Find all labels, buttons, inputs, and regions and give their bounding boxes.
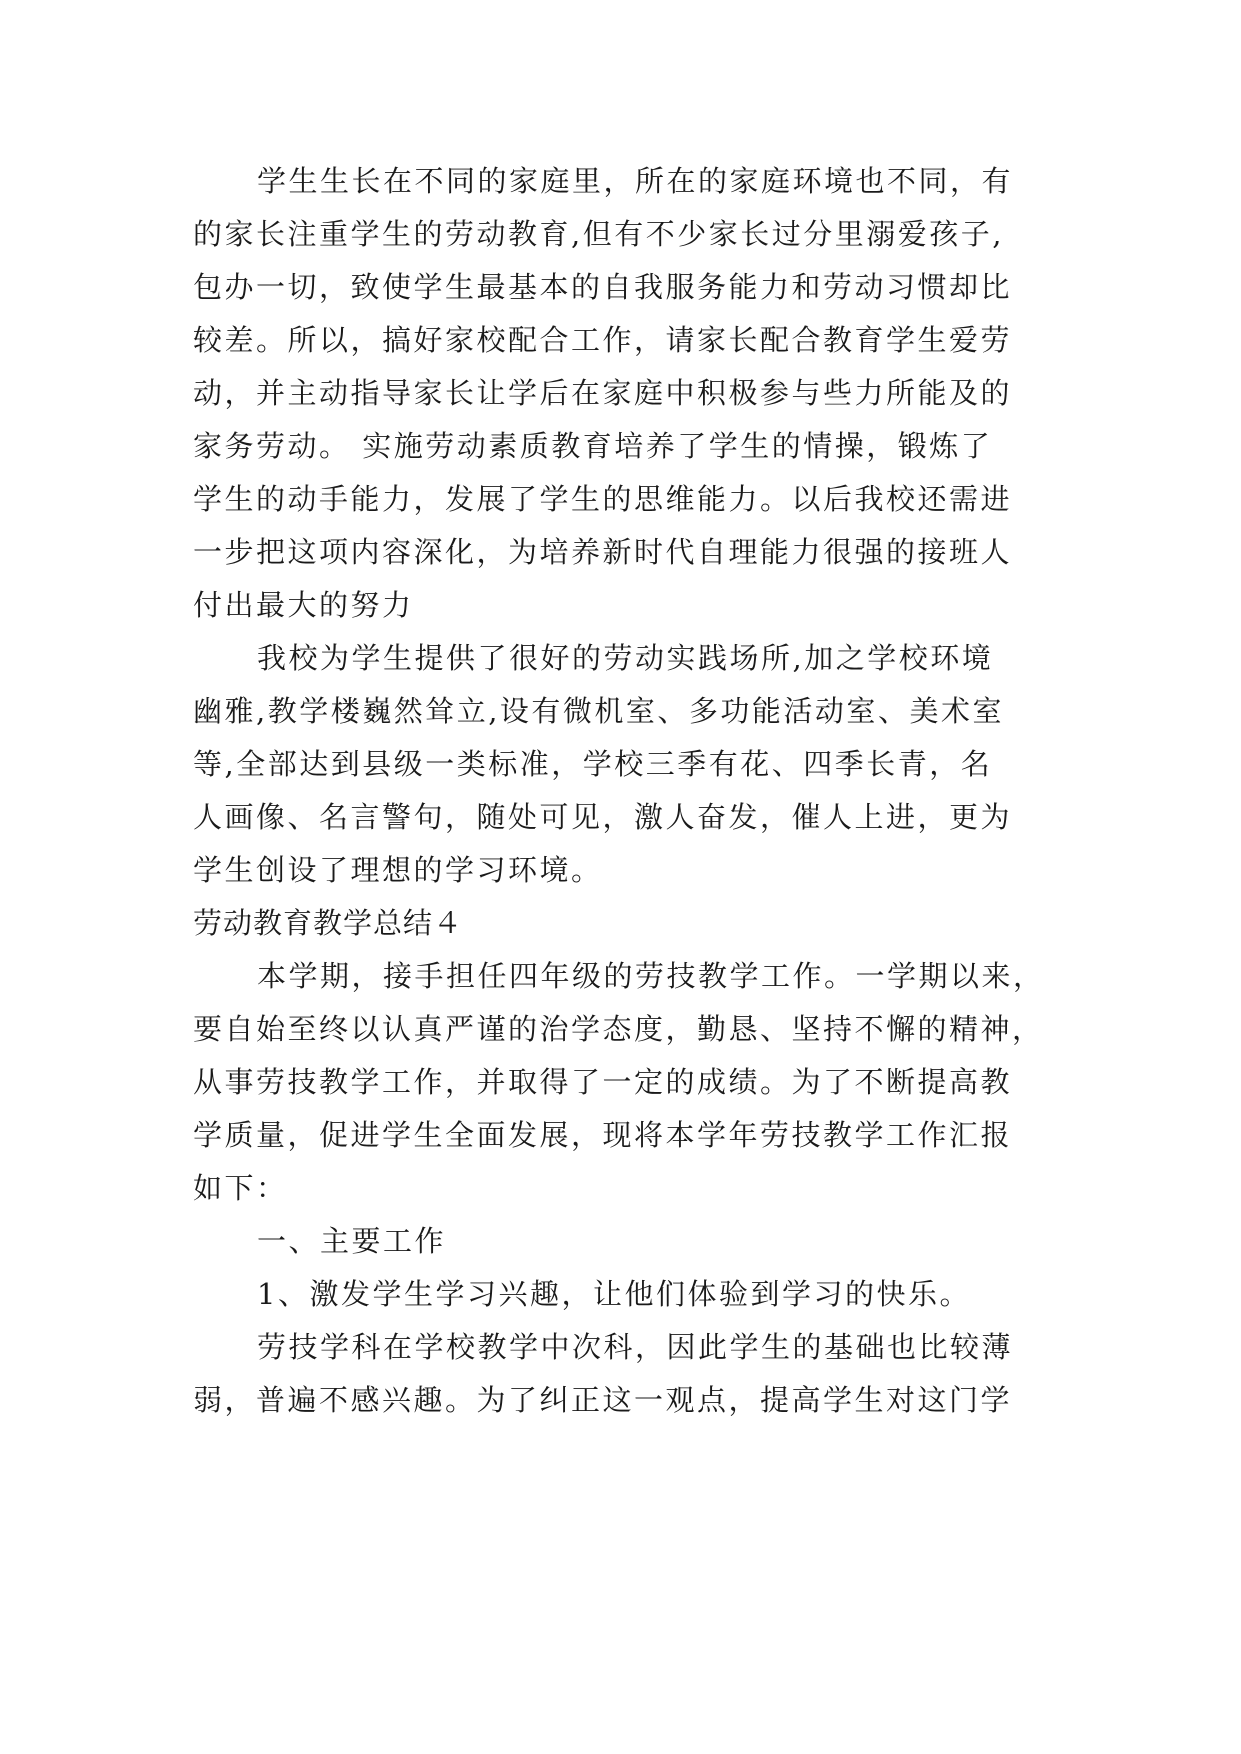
paragraph-line: 要自始至终以认真严谨的治学态度，勤恳、坚持不懈的精神， xyxy=(193,1012,1044,1046)
subheading: 1、激发学生学习兴趣，让他们体验到学习的快乐。 xyxy=(257,1277,971,1311)
paragraph-line: 本学期，接手担任四年级的劳技教学工作。一学期以来， xyxy=(257,959,1045,993)
paragraph-line: 等,全部达到县级一类标准，学校三季有花、四季长青，名 xyxy=(193,747,993,781)
paragraph-line: 学质量，促进学生全面发展，现将本学年劳技教学工作汇报 xyxy=(193,1118,1013,1152)
paragraph-line: 家务劳动。 实施劳动素质教育培养了学生的情操，锻炼了 xyxy=(193,429,993,463)
paragraph-line: 较差。所以，搞好家校配合工作，请家长配合教育学生爱劳 xyxy=(193,323,1013,357)
paragraph-line: 付出最大的努力 xyxy=(193,588,414,622)
paragraph-line: 劳技学科在学校教学中次科，因此学生的基础也比较薄 xyxy=(257,1330,1014,1364)
paragraph-line: 幽雅,教学楼巍然耸立,设有微机室、多功能活动室、美术室 xyxy=(193,694,1004,728)
paragraph-line: 的家长注重学生的劳动教育,但有不少家长过分里溺爱孩子, xyxy=(193,217,1004,251)
subheading: 一、主要工作 xyxy=(257,1224,447,1258)
paragraph-line: 我校为学生提供了很好的劳动实践场所,加之学校环境 xyxy=(257,641,994,675)
paragraph-line: 人画像、名言警句，随处可见，激人奋发，催人上进，更为 xyxy=(193,800,1013,834)
paragraph-line: 学生生长在不同的家庭里，所在的家庭环境也不同，有 xyxy=(257,164,1014,198)
paragraph-line: 弱，普遍不感兴趣。为了纠正这一观点，提高学生对这门学 xyxy=(193,1383,1013,1417)
section-heading: 劳动教育教学总结４ xyxy=(193,906,464,940)
paragraph-line: 从事劳技教学工作，并取得了一定的成绩。为了不断提高教 xyxy=(193,1065,1013,1099)
paragraph-line: 学生的动手能力，发展了学生的思维能力。以后我校还需进 xyxy=(193,482,1013,516)
paragraph-line: 包办一切，致使学生最基本的自我服务能力和劳动习惯却比 xyxy=(193,270,1013,304)
paragraph-line: 动，并主动指导家长让学后在家庭中积极参与些力所能及的 xyxy=(193,376,1013,410)
paragraph-line: 学生创设了理想的学习环境。 xyxy=(193,853,603,887)
paragraph-line: 如下： xyxy=(193,1171,288,1205)
document-body xyxy=(193,155,1055,1427)
paragraph-line: 一步把这项内容深化，为培养新时代自理能力很强的接班人 xyxy=(193,535,1013,569)
